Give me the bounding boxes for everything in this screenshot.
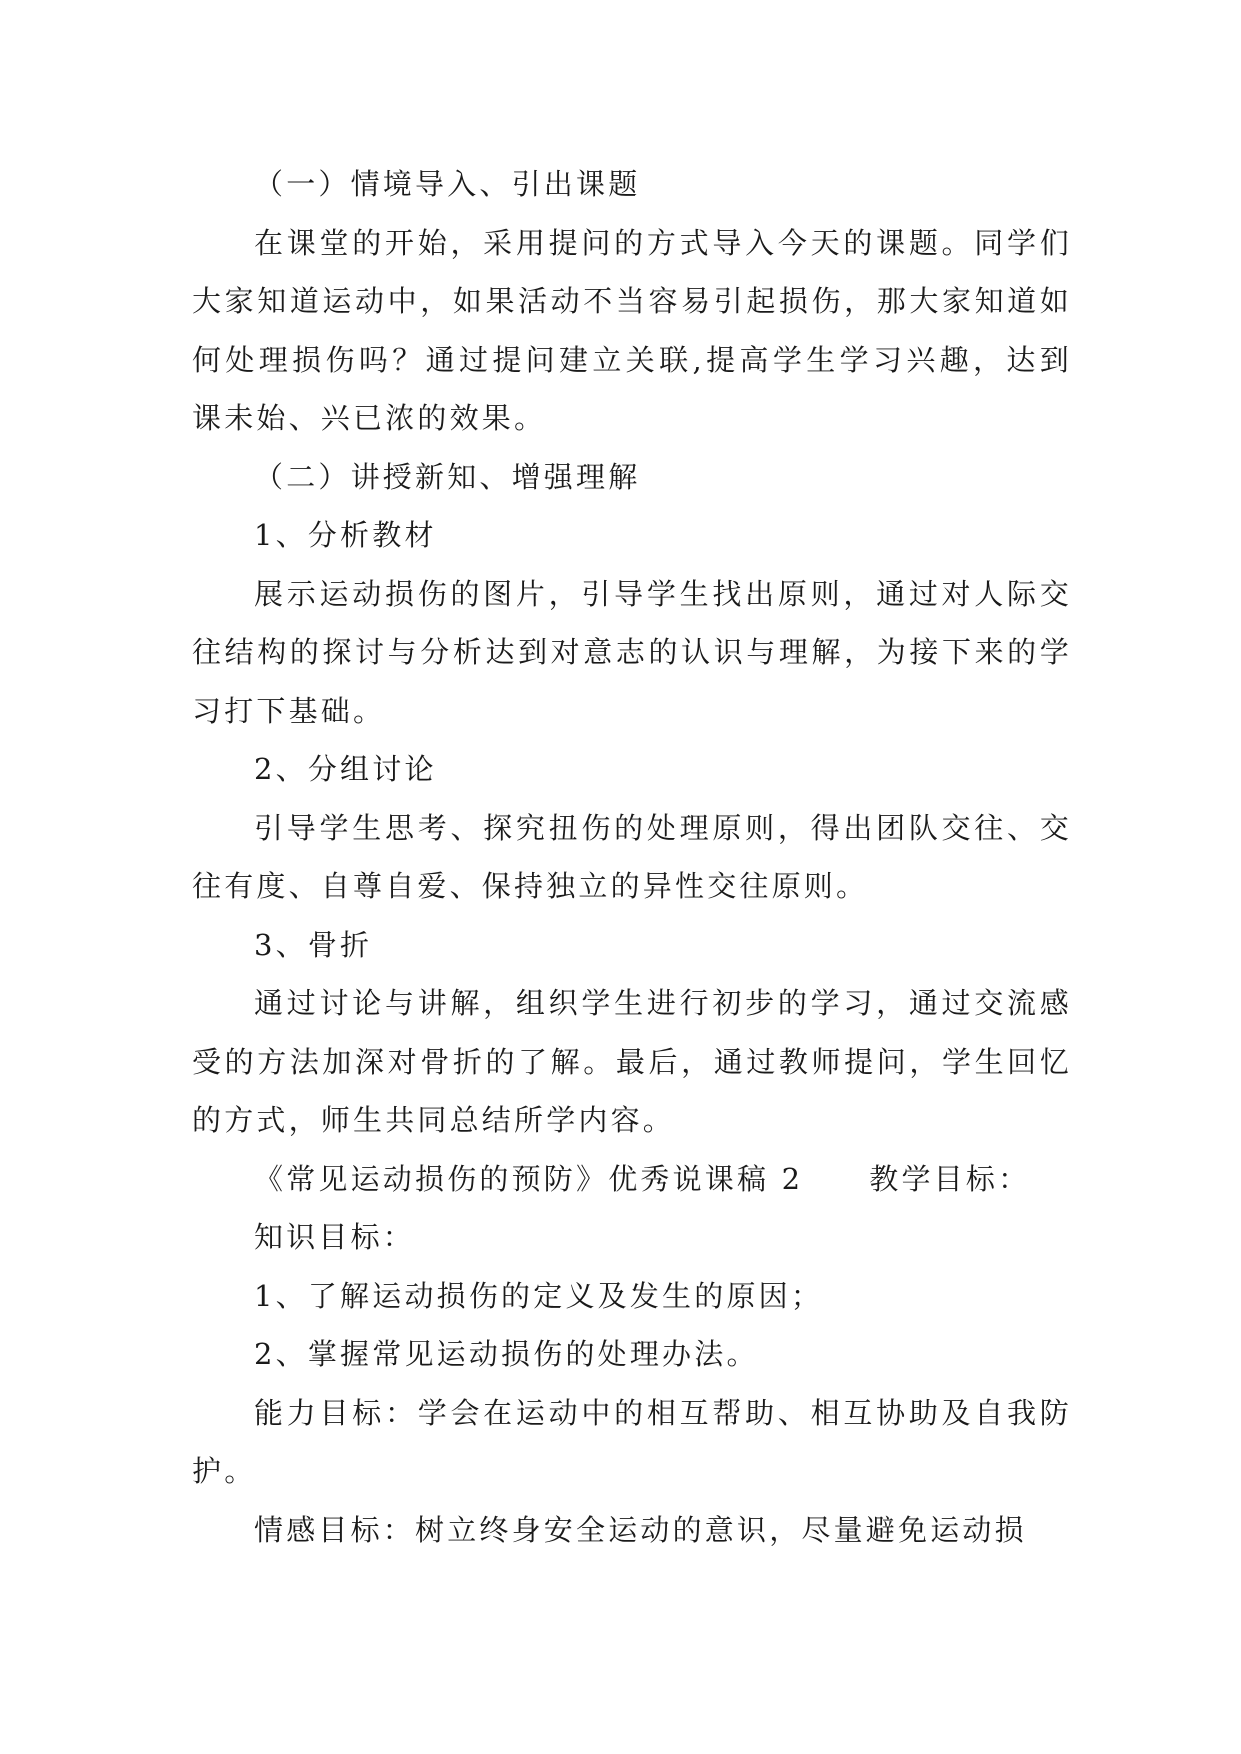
- knowledge-goal-2: 2、掌握常见运动损伤的处理办法。: [254, 1337, 759, 1371]
- subheading-analyze-materials: 1、分析教材: [254, 518, 437, 552]
- ability-goal: 能力目标：学会在运动中的相互帮助、相互协助及自我防护。: [192, 1395, 1072, 1488]
- lesson-title-line: [192, 1150, 1072, 1209]
- subheading-group-discussion: 2、分组讨论: [254, 752, 437, 786]
- emotion-goal: 情感目标：树立终身安全运动的意识，尽量避免运动损: [254, 1512, 1027, 1547]
- paragraph-intro: 在课堂的开始，采用提问的方式导入今天的课题。同学们大家知道运动中，如果活动不当容易引起损伤，那大家知道如何处理损伤吗？通过提问建立关联,提高学生学习兴趣，达到课未始、兴已浓的效果。: [192, 225, 1072, 435]
- document-body: [192, 155, 1072, 1559]
- knowledge-goals-label: 知识目标：: [254, 1220, 416, 1254]
- knowledge-goal-1: 1、了解运动损伤的定义及发生的原因；: [254, 1278, 824, 1313]
- subheading-fracture: 3、骨折: [254, 927, 373, 962]
- paragraph-group-discussion: 引导学生思考、探究扭伤的处理原则，得出团队交往、交往有度、自尊自爱、保持独立的异性交往原则。: [192, 810, 1072, 903]
- teaching-goals-label: 教学目标：: [869, 1161, 1031, 1196]
- section-heading-1: （一）情境导入、引出课题: [254, 167, 641, 201]
- lesson-title: 《常见运动损伤的预防》优秀说课稿 2: [254, 1161, 804, 1196]
- paragraph-fracture: 通过讨论与讲解，组织学生进行初步的学习，通过交流感受的方法加深对骨折的了解。最后，通过教师提问，学生回忆的方式，师生共同总结所学内容。: [192, 986, 1072, 1137]
- paragraph-analyze-materials: 展示运动损伤的图片，引导学生找出原则，通过对人际交往结构的探讨与分析达到对意志的认识与理解，为接下来的学习打下基础。: [192, 576, 1072, 728]
- section-heading-2: （二）讲授新知、增强理解: [254, 459, 641, 494]
